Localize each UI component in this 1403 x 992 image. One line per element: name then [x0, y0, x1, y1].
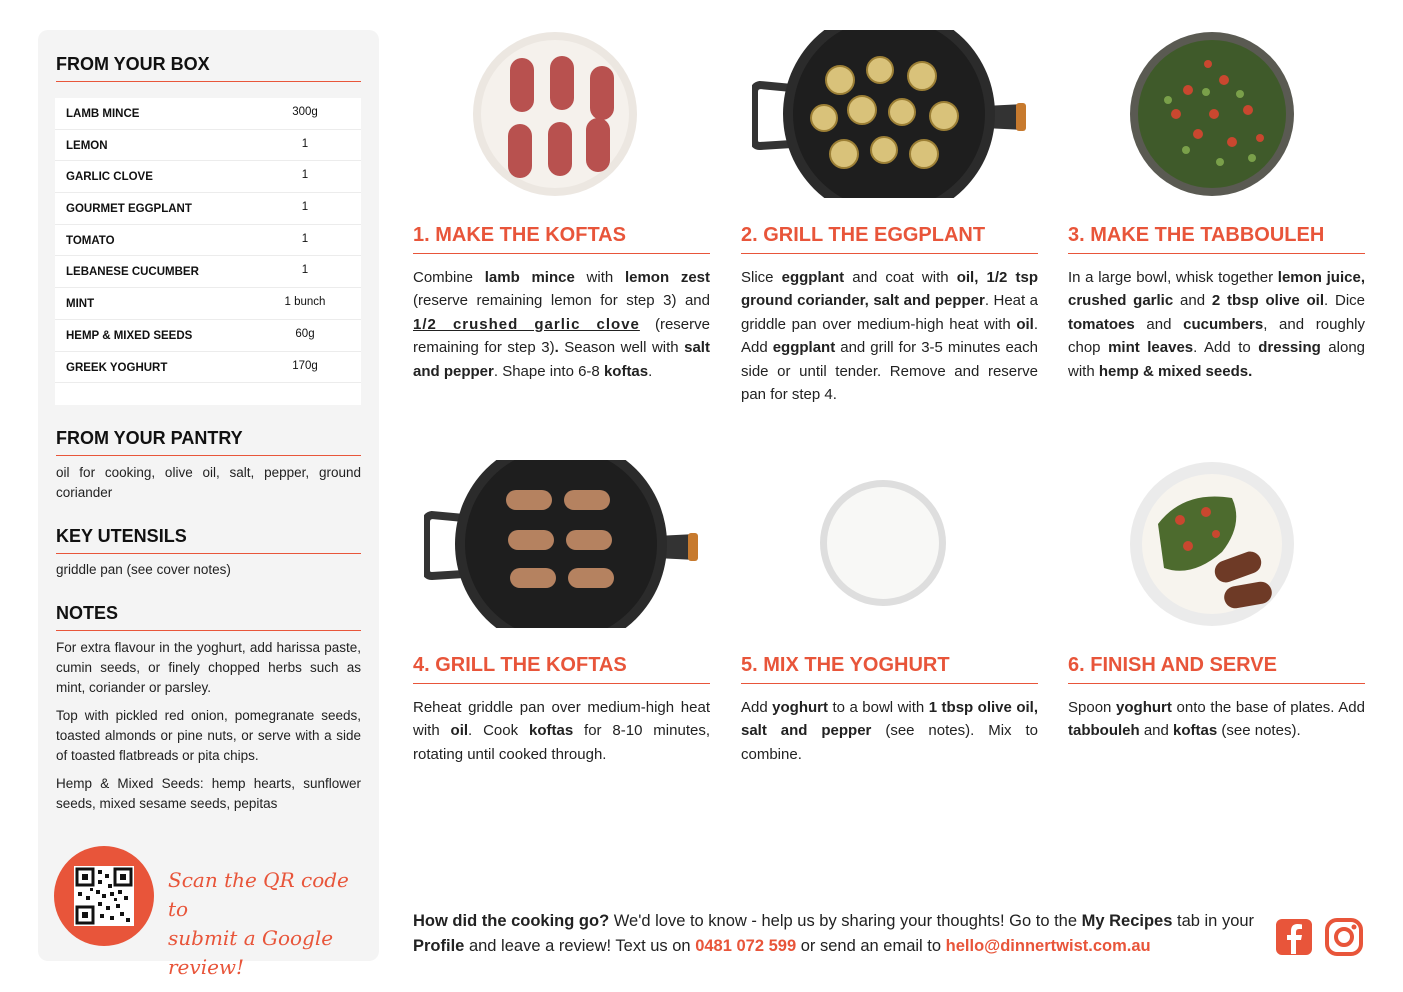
- qr-code-icon[interactable]: [74, 866, 134, 926]
- step-title-4: 4. GRILL THE KOFTAS: [413, 654, 710, 684]
- pantry-text: oil for cooking, olive oil, salt, pepper, ground coriander: [56, 465, 361, 500]
- step-title-6: 6. FINISH AND SERVE: [1068, 654, 1365, 684]
- note-paragraph: Top with pickled red onion, pomegranate seeds, toasted almonds or pine nuts, or serve with a side of toasted flatbreads or pita chips.: [56, 708, 361, 763]
- ingredient-row: LEMON 1: [55, 130, 361, 162]
- ingredient-row: LEBANESE CUCUMBER 1: [55, 256, 361, 288]
- koftas-on-griddle-photo: [424, 460, 704, 628]
- utensils-title: KEY UTENSILS: [56, 526, 361, 554]
- email-link[interactable]: hello@dinnertwist.com.au: [945, 937, 1151, 955]
- step-title-5: 5. MIX THE YOGHURT: [741, 654, 1038, 684]
- sidebar: [38, 30, 379, 979]
- ingredient-row: LAMB MINCE 300g: [55, 98, 361, 130]
- ingredients-table: [55, 98, 361, 405]
- pantry-title: FROM YOUR PANTRY: [56, 428, 361, 456]
- served-plate-photo: [1128, 460, 1296, 628]
- step-body-4: Reheat griddle pan over medium-high heat with oil. Cook koftas for 8-10 minutes, rotating until cooked through.: [413, 699, 710, 763]
- box-title: FROM YOUR BOX: [56, 54, 361, 82]
- ingredient-row: GARLIC CLOVE 1: [55, 161, 361, 193]
- note-paragraph: For extra flavour in the yoghurt, add harissa paste, cumin seeds, or finely chopped herbs such as mint, coriander or parsley.: [56, 640, 361, 695]
- note-paragraph: Hemp & Mixed Seeds: hemp hearts, sunflower seeds, mixed sesame seeds, pepitas: [56, 776, 361, 811]
- tabbouleh-bowl-photo: [1128, 30, 1296, 198]
- feedback-footer: How did the cooking go? We'd love to know - help us by sharing your thoughts! Go to the My Recipes tab in your Profile and leave a review! Text us on 0481 072 599 or send an email to hello@dinnertwist.com.au: [413, 912, 1255, 955]
- step-body-3: In a large bowl, whisk together lemon juice, crushed garlic and 2 tbsp olive oil. Dice tomatoes and cucumbers, and roughly chop mint leaves. Add to dressing along with hemp & mixed seeds.: [1068, 269, 1366, 380]
- qr-badge: [54, 846, 154, 946]
- instagram-icon[interactable]: [1325, 918, 1363, 956]
- koftas-on-plate-photo: [470, 30, 640, 198]
- utensils-text: griddle pan (see cover notes): [56, 562, 231, 577]
- step-title-1: 1. MAKE THE KOFTAS: [413, 224, 710, 254]
- yoghurt-bowl-photo: [818, 478, 948, 608]
- eggplant-on-griddle-photo: [752, 30, 1032, 198]
- ingredient-row: MINT 1 bunch: [55, 288, 361, 320]
- step-body-2: Slice eggplant and coat with oil, 1/2 tsp ground coriander, salt and pepper. Heat a griddle pan over medium-high heat with oil. Add eggplant and grill for 3-5 minutes each side or until tender. Remove and reserve pan for step 4.: [741, 269, 1038, 404]
- ingredient-row: HEMP & MIXED SEEDS 60g: [55, 320, 361, 352]
- ingredient-row: GOURMET EGGPLANT 1: [55, 193, 361, 225]
- step-body-1: Combine lamb mince with lemon zest (reserve remaining lemon for step 3) and 1/2 crushed garlic clove (reserve remaining for step 3). Season well with salt and pepper. Shape into 6-8 koftas.: [413, 269, 711, 380]
- ingredient-row: GREEK YOGHURT 170g: [55, 352, 361, 384]
- qr-caption: Scan the QR code to submit a Google review!: [168, 868, 349, 979]
- ingredient-row: TOMATO 1: [55, 225, 361, 257]
- step-title-3: 3. MAKE THE TABBOULEH: [1068, 224, 1365, 254]
- facebook-icon[interactable]: [1275, 918, 1313, 956]
- phone-link[interactable]: 0481 072 599: [695, 937, 797, 955]
- step-body-5: Add yoghurt to a bowl with 1 tbsp olive oil, salt and pepper (see notes). Mix to combine.: [741, 699, 1039, 763]
- step-body-6: Spoon yoghurt onto the base of plates. Add tabbouleh and koftas (see notes).: [1068, 699, 1365, 740]
- notes-title: NOTES: [56, 603, 361, 631]
- step-title-2: 2. GRILL THE EGGPLANT: [741, 224, 1038, 254]
